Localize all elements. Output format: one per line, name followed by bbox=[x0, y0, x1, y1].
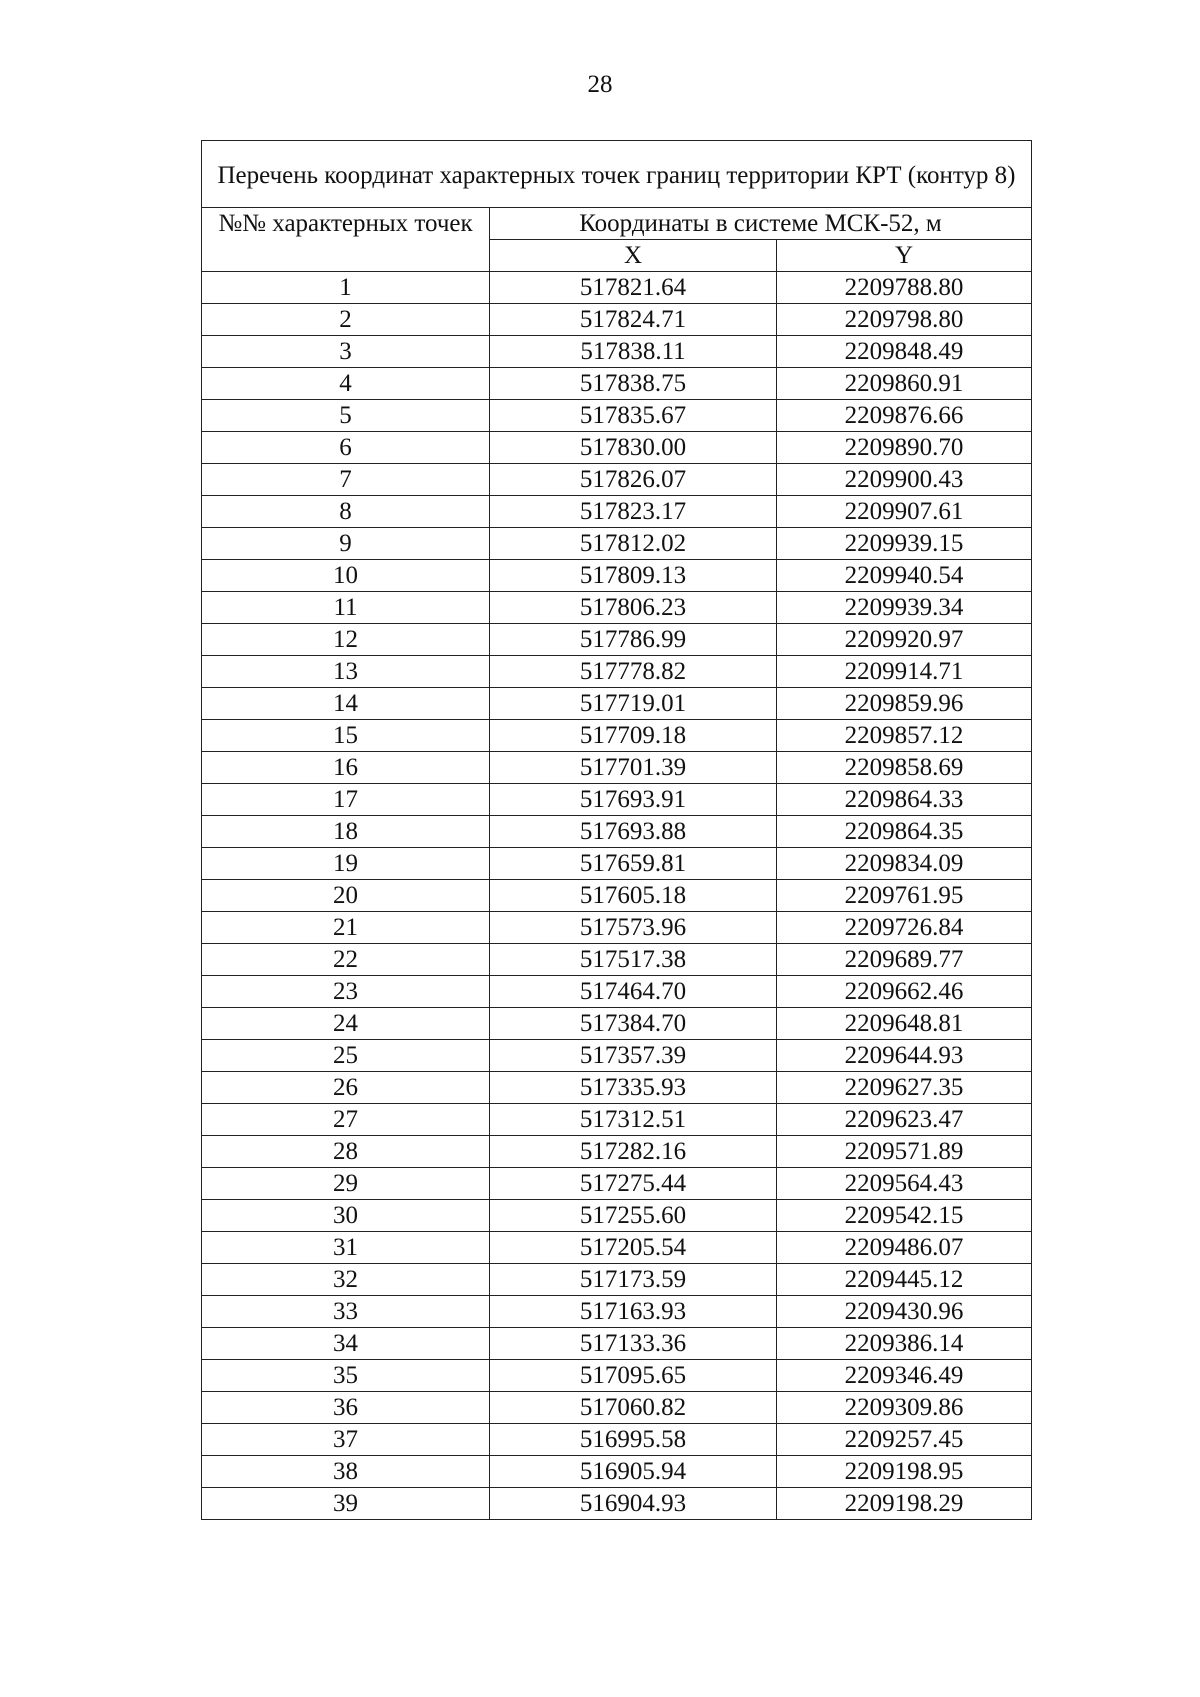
x-coordinate-cell: 517282.16 bbox=[490, 1136, 777, 1168]
table-row bbox=[202, 1424, 1032, 1456]
y-coordinate-cell: 2209386.14 bbox=[777, 1328, 1032, 1360]
point-number-cell: 2 bbox=[202, 304, 490, 336]
y-coordinate-cell: 2209644.93 bbox=[777, 1040, 1032, 1072]
point-number-cell: 3 bbox=[202, 336, 490, 368]
table-header bbox=[202, 141, 1032, 272]
table-body bbox=[202, 272, 1032, 1520]
y-coordinate-cell: 2209309.86 bbox=[777, 1392, 1032, 1424]
table-row bbox=[202, 1104, 1032, 1136]
point-number-cell: 31 bbox=[202, 1232, 490, 1264]
table-row bbox=[202, 1296, 1032, 1328]
x-coordinate-cell: 517693.88 bbox=[490, 816, 777, 848]
y-coordinate-cell: 2209859.96 bbox=[777, 688, 1032, 720]
y-coordinate-cell: 2209834.09 bbox=[777, 848, 1032, 880]
x-coordinate-cell: 517275.44 bbox=[490, 1168, 777, 1200]
table-row bbox=[202, 496, 1032, 528]
x-coordinate-cell: 516904.93 bbox=[490, 1488, 777, 1520]
y-coordinate-cell: 2209857.12 bbox=[777, 720, 1032, 752]
table-row bbox=[202, 1072, 1032, 1104]
point-number-cell: 32 bbox=[202, 1264, 490, 1296]
table-row bbox=[202, 912, 1032, 944]
y-coordinate-cell: 2209788.80 bbox=[777, 272, 1032, 304]
y-coordinate-cell: 2209848.49 bbox=[777, 336, 1032, 368]
y-coordinate-cell: 2209914.71 bbox=[777, 656, 1032, 688]
header-row-1 bbox=[202, 208, 1032, 240]
point-number-cell: 4 bbox=[202, 368, 490, 400]
y-coordinate-cell: 2209864.35 bbox=[777, 816, 1032, 848]
point-number-header: №№ характерных точек bbox=[202, 208, 490, 272]
x-coordinate-cell: 517786.99 bbox=[490, 624, 777, 656]
point-number-cell: 35 bbox=[202, 1360, 490, 1392]
table-row bbox=[202, 880, 1032, 912]
point-number-cell: 23 bbox=[202, 976, 490, 1008]
point-number-cell: 21 bbox=[202, 912, 490, 944]
table-row bbox=[202, 1392, 1032, 1424]
x-coordinate-cell: 516995.58 bbox=[490, 1424, 777, 1456]
x-coordinate-cell: 517809.13 bbox=[490, 560, 777, 592]
table-caption: Перечень координат характерных точек границ территории КРТ (контур 8) bbox=[202, 141, 1032, 208]
point-number-cell: 9 bbox=[202, 528, 490, 560]
table-row bbox=[202, 1456, 1032, 1488]
table-row bbox=[202, 720, 1032, 752]
table-row bbox=[202, 592, 1032, 624]
x-coordinate-cell: 517573.96 bbox=[490, 912, 777, 944]
point-number-cell: 8 bbox=[202, 496, 490, 528]
x-coordinate-cell: 517824.71 bbox=[490, 304, 777, 336]
x-coordinate-cell: 517095.65 bbox=[490, 1360, 777, 1392]
table-row bbox=[202, 688, 1032, 720]
y-coordinate-cell: 2209860.91 bbox=[777, 368, 1032, 400]
table-row bbox=[202, 368, 1032, 400]
x-coordinate-cell: 517335.93 bbox=[490, 1072, 777, 1104]
point-number-cell: 11 bbox=[202, 592, 490, 624]
table-row bbox=[202, 816, 1032, 848]
x-coordinate-cell: 517133.36 bbox=[490, 1328, 777, 1360]
point-number-cell: 6 bbox=[202, 432, 490, 464]
coordinates-table bbox=[201, 140, 1032, 1520]
y-coordinate-cell: 2209542.15 bbox=[777, 1200, 1032, 1232]
y-coordinate-cell: 2209689.77 bbox=[777, 944, 1032, 976]
y-coordinate-cell: 2209900.43 bbox=[777, 464, 1032, 496]
x-coordinate-cell: 517838.11 bbox=[490, 336, 777, 368]
point-number-cell: 16 bbox=[202, 752, 490, 784]
x-coordinate-cell: 517826.07 bbox=[490, 464, 777, 496]
x-coordinate-cell: 517838.75 bbox=[490, 368, 777, 400]
point-number-cell: 24 bbox=[202, 1008, 490, 1040]
y-coordinate-cell: 2209939.34 bbox=[777, 592, 1032, 624]
point-number-cell: 10 bbox=[202, 560, 490, 592]
table-row bbox=[202, 1360, 1032, 1392]
y-coordinate-cell: 2209623.47 bbox=[777, 1104, 1032, 1136]
table-row bbox=[202, 624, 1032, 656]
table-row bbox=[202, 1008, 1032, 1040]
y-coordinate-cell: 2209798.80 bbox=[777, 304, 1032, 336]
table-row bbox=[202, 1040, 1032, 1072]
table-row bbox=[202, 464, 1032, 496]
point-number-cell: 13 bbox=[202, 656, 490, 688]
y-coordinate-cell: 2209445.12 bbox=[777, 1264, 1032, 1296]
y-coordinate-cell: 2209920.97 bbox=[777, 624, 1032, 656]
x-coordinate-cell: 517384.70 bbox=[490, 1008, 777, 1040]
point-number-cell: 1 bbox=[202, 272, 490, 304]
x-coordinate-cell: 517821.64 bbox=[490, 272, 777, 304]
point-number-cell: 18 bbox=[202, 816, 490, 848]
y-coordinate-cell: 2209940.54 bbox=[777, 560, 1032, 592]
table-row bbox=[202, 944, 1032, 976]
y-coordinate-cell: 2209907.61 bbox=[777, 496, 1032, 528]
x-coordinate-cell: 517163.93 bbox=[490, 1296, 777, 1328]
y-coordinate-cell: 2209257.45 bbox=[777, 1424, 1032, 1456]
x-coordinate-cell: 517205.54 bbox=[490, 1232, 777, 1264]
table-row bbox=[202, 336, 1032, 368]
page-number: 28 bbox=[587, 71, 613, 98]
y-coordinate-cell: 2209648.81 bbox=[777, 1008, 1032, 1040]
x-coordinate-cell: 517701.39 bbox=[490, 752, 777, 784]
point-number-cell: 28 bbox=[202, 1136, 490, 1168]
y-coordinate-cell: 2209939.15 bbox=[777, 528, 1032, 560]
table-row bbox=[202, 528, 1032, 560]
table-row bbox=[202, 1200, 1032, 1232]
y-column-header: Y bbox=[777, 240, 1032, 272]
point-number-cell: 5 bbox=[202, 400, 490, 432]
table-row bbox=[202, 1232, 1032, 1264]
table-row bbox=[202, 432, 1032, 464]
y-coordinate-cell: 2209662.46 bbox=[777, 976, 1032, 1008]
coordinates-header: Координаты в системе МСК-52, м bbox=[490, 208, 1032, 240]
point-number-cell: 38 bbox=[202, 1456, 490, 1488]
point-number-cell: 36 bbox=[202, 1392, 490, 1424]
point-number-cell: 17 bbox=[202, 784, 490, 816]
table-row bbox=[202, 752, 1032, 784]
x-coordinate-cell: 517357.39 bbox=[490, 1040, 777, 1072]
point-number-cell: 20 bbox=[202, 880, 490, 912]
y-coordinate-cell: 2209876.66 bbox=[777, 400, 1032, 432]
caption-row bbox=[202, 141, 1032, 208]
point-number-cell: 34 bbox=[202, 1328, 490, 1360]
point-number-cell: 30 bbox=[202, 1200, 490, 1232]
table-row bbox=[202, 1264, 1032, 1296]
table-row bbox=[202, 1168, 1032, 1200]
x-coordinate-cell: 517709.18 bbox=[490, 720, 777, 752]
y-coordinate-cell: 2209564.43 bbox=[777, 1168, 1032, 1200]
x-column-header: X bbox=[490, 240, 777, 272]
table-row bbox=[202, 272, 1032, 304]
x-coordinate-cell: 517812.02 bbox=[490, 528, 777, 560]
table-row bbox=[202, 976, 1032, 1008]
y-coordinate-cell: 2209761.95 bbox=[777, 880, 1032, 912]
point-number-cell: 12 bbox=[202, 624, 490, 656]
table-row bbox=[202, 304, 1032, 336]
x-coordinate-cell: 517255.60 bbox=[490, 1200, 777, 1232]
point-number-cell: 29 bbox=[202, 1168, 490, 1200]
x-coordinate-cell: 517806.23 bbox=[490, 592, 777, 624]
point-number-cell: 14 bbox=[202, 688, 490, 720]
x-coordinate-cell: 517830.00 bbox=[490, 432, 777, 464]
point-number-cell: 19 bbox=[202, 848, 490, 880]
y-coordinate-cell: 2209864.33 bbox=[777, 784, 1032, 816]
point-number-cell: 39 bbox=[202, 1488, 490, 1520]
y-coordinate-cell: 2209726.84 bbox=[777, 912, 1032, 944]
y-coordinate-cell: 2209858.69 bbox=[777, 752, 1032, 784]
point-number-cell: 26 bbox=[202, 1072, 490, 1104]
x-coordinate-cell: 517060.82 bbox=[490, 1392, 777, 1424]
y-coordinate-cell: 2209627.35 bbox=[777, 1072, 1032, 1104]
table-row bbox=[202, 784, 1032, 816]
y-coordinate-cell: 2209890.70 bbox=[777, 432, 1032, 464]
x-coordinate-cell: 517823.17 bbox=[490, 496, 777, 528]
x-coordinate-cell: 517464.70 bbox=[490, 976, 777, 1008]
table-row bbox=[202, 560, 1032, 592]
point-number-cell: 33 bbox=[202, 1296, 490, 1328]
table-row bbox=[202, 1136, 1032, 1168]
point-number-cell: 37 bbox=[202, 1424, 490, 1456]
y-coordinate-cell: 2209571.89 bbox=[777, 1136, 1032, 1168]
point-number-cell: 22 bbox=[202, 944, 490, 976]
table-row bbox=[202, 1488, 1032, 1520]
point-number-cell: 7 bbox=[202, 464, 490, 496]
table-row bbox=[202, 400, 1032, 432]
y-coordinate-cell: 2209198.29 bbox=[777, 1488, 1032, 1520]
x-coordinate-cell: 517719.01 bbox=[490, 688, 777, 720]
x-coordinate-cell: 517173.59 bbox=[490, 1264, 777, 1296]
x-coordinate-cell: 517605.18 bbox=[490, 880, 777, 912]
x-coordinate-cell: 517659.81 bbox=[490, 848, 777, 880]
y-coordinate-cell: 2209198.95 bbox=[777, 1456, 1032, 1488]
point-number-cell: 27 bbox=[202, 1104, 490, 1136]
x-coordinate-cell: 517312.51 bbox=[490, 1104, 777, 1136]
y-coordinate-cell: 2209346.49 bbox=[777, 1360, 1032, 1392]
y-coordinate-cell: 2209486.07 bbox=[777, 1232, 1032, 1264]
x-coordinate-cell: 517693.91 bbox=[490, 784, 777, 816]
point-number-cell: 25 bbox=[202, 1040, 490, 1072]
table-row bbox=[202, 656, 1032, 688]
y-coordinate-cell: 2209430.96 bbox=[777, 1296, 1032, 1328]
table-row bbox=[202, 848, 1032, 880]
x-coordinate-cell: 517835.67 bbox=[490, 400, 777, 432]
table-row bbox=[202, 1328, 1032, 1360]
x-coordinate-cell: 517517.38 bbox=[490, 944, 777, 976]
x-coordinate-cell: 516905.94 bbox=[490, 1456, 777, 1488]
point-number-cell: 15 bbox=[202, 720, 490, 752]
x-coordinate-cell: 517778.82 bbox=[490, 656, 777, 688]
